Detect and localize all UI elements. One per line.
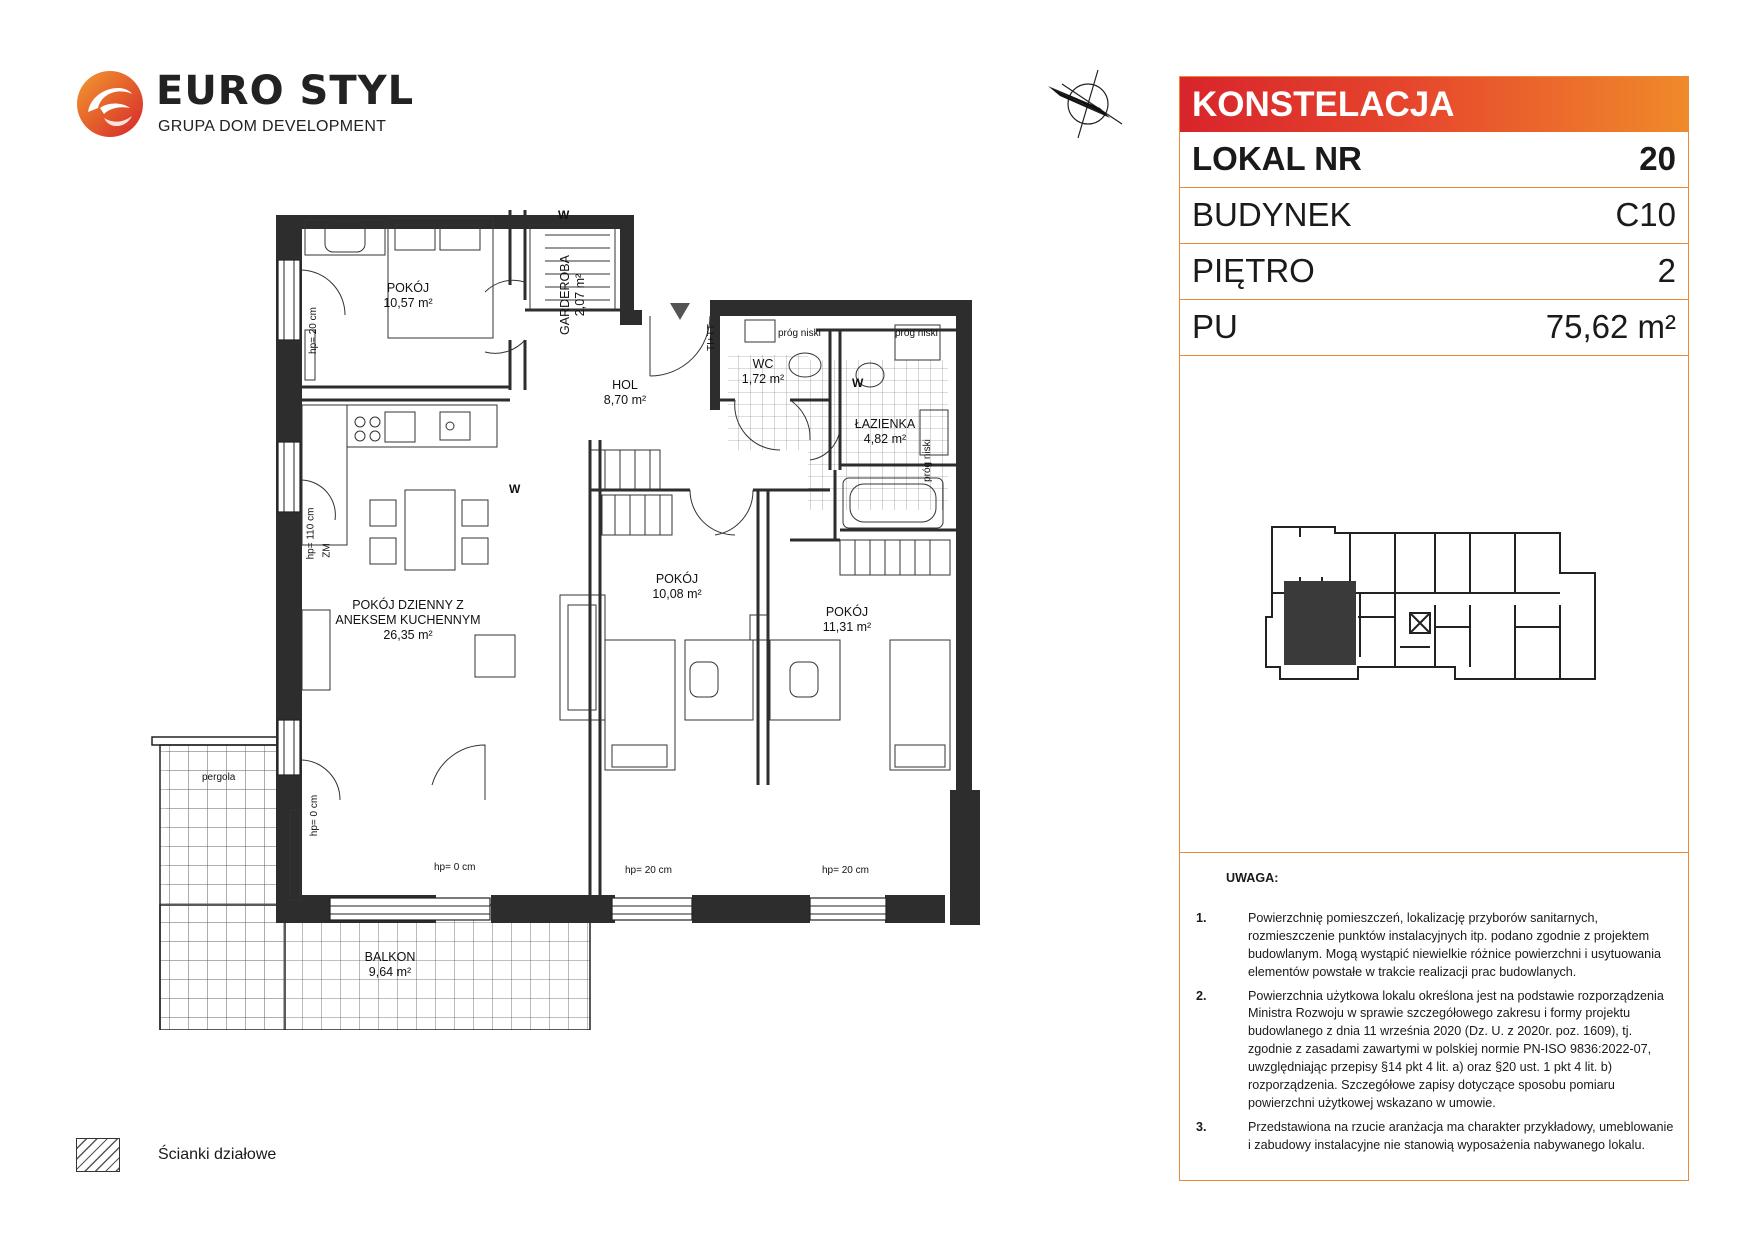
eurostyl-logo-icon <box>74 68 146 140</box>
room-area: 4,82 m² <box>863 432 907 446</box>
info-row-unit <box>1180 132 1688 188</box>
room-label <box>558 255 588 335</box>
pergola-label: pergola <box>202 772 236 783</box>
room-name: WC <box>752 357 774 371</box>
notes-section <box>1196 870 1678 1161</box>
note-text: Powierzchnię pomieszczeń, lokalizację przyborów sanitarnych, rozmieszczenie punktów instalacyjnych itp. podano zgodnie z projektem budowlanym. Mogą wystąpić niewielkie różnice powierzchni i usytuowania elementów powstałe w trakcie realizacji prac budowlanych. <box>1248 910 1661 979</box>
floor-plan <box>150 200 1090 1030</box>
water-riser-label: W <box>509 482 521 496</box>
sill-height-label: hp= 20 cm <box>822 865 869 876</box>
company-logo <box>74 68 415 146</box>
info-row-area <box>1180 300 1688 356</box>
room-name: HOL <box>612 378 638 392</box>
note-text: Przedstawiona na rzucie aranżacja ma charakter przykładowy, umeblowanie i zabudowy instalacyjne nie stanowią wyposażenia nabywanego lokalu. <box>1248 1119 1674 1152</box>
threshold-label: próg niski <box>921 439 933 482</box>
room-name: ŁAZIENKA <box>854 417 916 431</box>
room-name: POKÓJ <box>825 605 869 619</box>
info-divider <box>1180 852 1688 853</box>
threshold-label: próg niski <box>778 328 821 339</box>
room-label <box>383 281 432 311</box>
notes-title: UWAGA: <box>1226 871 1279 885</box>
sill-height-label: hp= 110 cm <box>305 507 317 560</box>
room-label <box>855 417 915 447</box>
room-label <box>365 950 416 980</box>
room-name: POKÓJ <box>386 281 430 295</box>
note-item <box>1196 1119 1678 1155</box>
info-row-building <box>1180 188 1688 244</box>
info-label: LOKAL NR <box>1192 140 1362 177</box>
room-label <box>742 357 784 387</box>
room-area: 10,57 m² <box>383 296 433 310</box>
note-number: 1. <box>1196 910 1207 925</box>
water-riser-label: W <box>558 208 570 222</box>
room-name: GARDEROBA <box>557 255 572 335</box>
info-label: BUDYNEK <box>1192 196 1352 233</box>
note-item <box>1196 988 1678 1113</box>
room-label <box>604 378 646 408</box>
water-riser-label: W <box>852 376 864 390</box>
partition-wall-swatch <box>76 1138 120 1172</box>
room-label <box>335 598 480 643</box>
room-name: BALKON <box>364 950 416 964</box>
note-item <box>1196 910 1678 982</box>
note-number: 3. <box>1196 1119 1207 1134</box>
sill-height-label: hp= 0 cm <box>309 794 321 837</box>
info-value: 20 <box>1639 140 1676 177</box>
room-name: POKÓJ <box>655 572 699 586</box>
info-label: PU <box>1192 308 1238 345</box>
room-label <box>652 572 701 602</box>
north-arrow-icon <box>1040 66 1130 140</box>
info-value: 2 <box>1657 252 1676 289</box>
info-label: PIĘTRO <box>1192 252 1315 289</box>
room-area: 11,31 m² <box>822 620 872 634</box>
zm-label: ZM <box>321 543 333 558</box>
room-area: 1,72 m² <box>741 372 785 386</box>
building-key-plan <box>1260 517 1610 687</box>
info-row-floor <box>1180 244 1688 300</box>
room-area: 2,07 m² <box>572 273 587 317</box>
note-text: Powierzchnia użytkowa lokalu określona jest na podstawie rozporządzenia Ministra Rozwoju w sprawie szczegółowego zakresu i formy projektu budowlanego z dnia 11 września 2020 (Dz. U. z 2020r. poz. 1609), tj. zgodnie z zasadami zawartymi w polskiej normie PN-ISO 9836:2022-07, uwzględniając przepisy §14 pkt 4 lit. a) oraz §20 ust. 1 pkt 4 lit. b) rozporządzenia. Szczegółowe zapisy dotyczące sposobu pomiaru powierzchni użytkowej wskazano w umowie. <box>1248 988 1664 1110</box>
floor-plan-drawing <box>150 200 1090 1030</box>
info-value: C10 <box>1615 196 1676 233</box>
room-name-line2: ANEKSEM KUCHENNYM <box>335 613 481 627</box>
room-area: 9,64 m² <box>368 965 412 979</box>
room-area: 26,35 m² <box>383 628 433 642</box>
brand-subtitle: GRUPA DOM DEVELOPMENT <box>158 118 387 135</box>
sill-height-label: hp= 20 cm <box>307 307 319 354</box>
telecom-label: TI+TT <box>705 324 717 351</box>
info-value: 75,62 m² <box>1545 308 1676 345</box>
room-area: 10,08 m² <box>652 587 702 601</box>
project-name: KONSTELACJA <box>1180 77 1688 132</box>
note-number: 2. <box>1196 988 1207 1003</box>
legend-label: Ścianki działowe <box>158 1146 277 1163</box>
room-label <box>823 605 871 635</box>
threshold-label: próg niski <box>895 328 938 339</box>
room-area: 8,70 m² <box>603 393 647 407</box>
brand-name: EURO STYL <box>156 68 415 114</box>
sill-height-label: hp= 20 cm <box>625 865 672 876</box>
room-name: POKÓJ DZIENNY Z <box>352 598 464 612</box>
sill-height-label: hp= 0 cm <box>434 862 476 873</box>
